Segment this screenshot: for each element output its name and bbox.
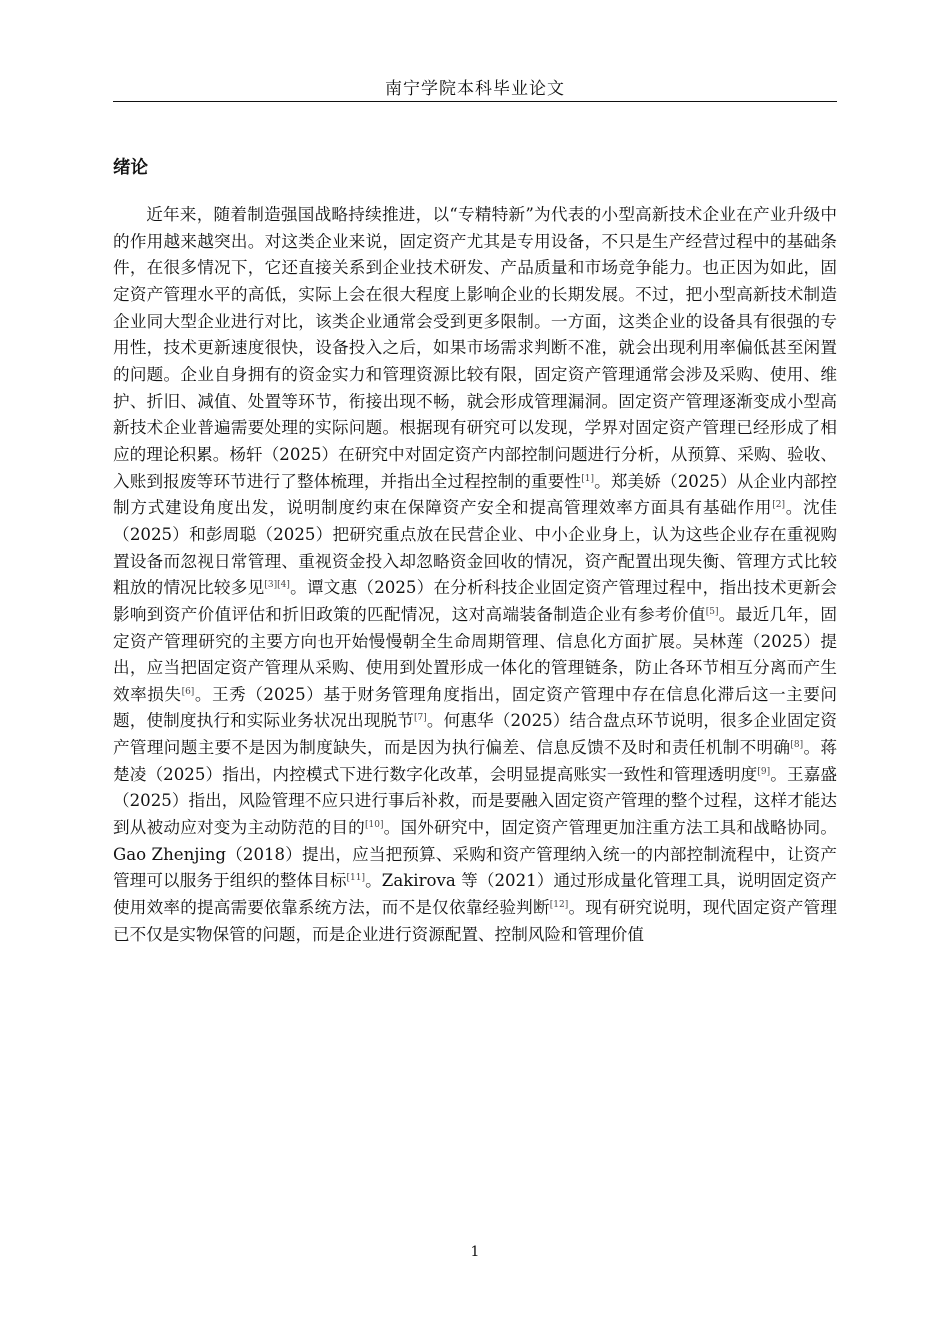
citation-ref[interactable]: [10] — [364, 820, 384, 831]
body-paragraph — [113, 202, 837, 948]
text-run: 。谭文惠（2025）在分析科技企业固定资产管理过程中，指出技术更新会影响到资产价值评估和折旧政策的匹配情况，这对高端装备制造企业有参考价值 — [113, 578, 838, 624]
citation-ref[interactable]: [12] — [549, 900, 569, 911]
text-run: 。国外研究中，固定资产管理更加注重方法工具和战略协同。Gao Zhenjing（2018）提出，应当把预算、采购和资产管理纳入统一的内部控制流程中，让资产管理可以服务于组织的整体目标 — [113, 818, 838, 891]
header-divider — [113, 101, 837, 102]
text-run: 。最近几年，固定资产管理研究的主要方向也开始慢慢朝全生命周期管理、信息化方面扩展。吴林莲（2025）提出，应当把固定资产管理从采购、使用到处置形成一体化的管理链条，防止各环节相互分离而产生效率损失 — [113, 604, 838, 704]
citation-ref[interactable]: [9] — [757, 766, 771, 777]
running-header: 南宁学院本科毕业论文 — [385, 79, 565, 99]
text-run: 。郑美娇（2025）从企业内部控制方式建设角度出发，说明制度约束在保障资产安全和提高管理效率方面具有基础作用 — [113, 471, 838, 518]
citation-ref[interactable]: [8] — [790, 740, 804, 751]
citation-ref[interactable]: [2] — [772, 500, 785, 511]
text-run: 。王嘉盛（2025）指出，风险管理不应只进行事后补救，而是要融入固定资产管理的整个过程，这样才能达到从被动应对变为主动防范的目的 — [113, 764, 837, 838]
citation-ref[interactable]: [3][4] — [264, 580, 290, 591]
text-run: 。王秀（2025）基于财务管理角度指出，固定资产管理中存在信息化滞后这一主要问题，使制度执行和实际业务状况出现脱节 — [113, 684, 837, 731]
citation-ref[interactable]: [1] — [581, 473, 594, 484]
citation-ref[interactable]: [5] — [705, 606, 719, 617]
page-number: 1 — [470, 1244, 480, 1260]
text-run: 。蒋楚凌（2025）指出，内控模式下进行数字化改革，会明显提高账实一致性和管理透明度 — [113, 738, 838, 784]
text-run: 。沈佳（2025）和彭周聪（2025）把研究重点放在民营企业、中小企业身上，认为这些企业存在重视购置设备而忽视日常管理、重视资金投入却忽略资金回收的情况，资产配置出现失衡、管理方式比较粗放的情况比较多见 — [113, 498, 838, 598]
section-heading: 绪论 — [113, 158, 148, 178]
text-run: 近年来，随着制造强国战略持续推进，以“专精特新”为代表的小型高新技术企业在产业升级中的作用越来越突出。对这类企业来说，固定资产尤其是专用设备，不只是生产经营过程中的基础条件，在很多情况下，它还直接关系到企业技术研发、产品质量和市场竞争能力。也正因为如此，固定资产管理水平的高低，实际上会在很大程度上影响企业的长期发展。不过，把小型高新技术制造企业同大型企业进行对比，该类企业通常会受到更多限制。一方面，这类企业的设备具有很强的专用性，技术更新速度很快，设备投入之后，如果市场需求判断不准，就会出现利用率偏低甚至闲置的问题。企业自身拥有的资金实力和管理资源比较有限，固定资产管理通常会涉及采购、使用、维护、折旧、减值、处置等环节，衔接出现不畅，就会形成管理漏洞。固定资产管理逐渐变成小型高新技术企业普遍需要处理的实际问题。根据现有研究可以发现，学界对固定资产管理已经形成了相应的理论积累。杨轩（2025）在研究中对固定资产内部控制问题进行分析，从预算、采购、验收、入账到报废等环节进行了整体梳理，并指出全过程控制的重要性 — [113, 205, 837, 491]
citation-ref[interactable]: [7] — [414, 713, 427, 724]
text-run: 。Zakirova 等（2021）通过形成量化管理工具，说明固定资产使用效率的提高需要依靠系统方法，而不是仅依靠经验判断 — [113, 871, 837, 918]
citation-ref[interactable]: [11] — [346, 873, 366, 884]
citation-ref[interactable]: [6] — [181, 686, 195, 697]
text-run: 。何惠华（2025）结合盘点环节说明，很多企业固定资产管理问题主要不是因为制度缺失，而是因为执行偏差、信息反馈不及时和责任机制不明确 — [113, 711, 837, 758]
text-run: 。现有研究说明，现代固定资产管理已不仅是实物保管的问题，而是企业进行资源配置、控制风险和管理价值 — [113, 898, 838, 944]
